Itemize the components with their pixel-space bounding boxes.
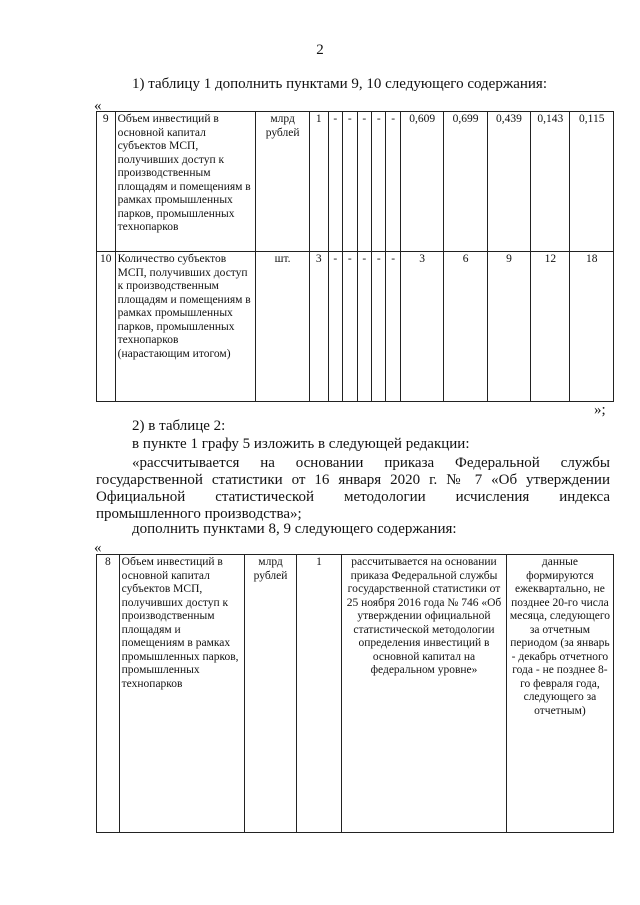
table-2-row-8 [97, 555, 614, 833]
data-timing: данные формируются ежеквартально, не позднее 20-го числа месяца, следующего за отчетным периодом (за январь - декабрь отчетного года - не позднее 8-го февраля года, следующего за отчетным) [506, 555, 613, 833]
unit: млрд рублей [256, 112, 310, 252]
row-number: 9 [97, 112, 116, 252]
item-2-quoted-text: «рассчитывается на основании приказа Федеральной службы государственной статистики от 16 января 2020 г. № 7 «Об утверждении Официальной статистической методологии исчисления индекса промышленного производства»; [96, 455, 610, 522]
value-cell: 0,143 [531, 112, 570, 252]
unit: шт. [256, 252, 310, 402]
page-number: 2 [316, 42, 324, 58]
value-cell: 0,699 [444, 112, 487, 252]
dash-cell: - [372, 252, 386, 402]
unit: млрд рублей [245, 555, 296, 833]
value-cell: 12 [531, 252, 570, 402]
dash-cell: - [386, 112, 400, 252]
value-cell: 0,439 [487, 112, 530, 252]
dash-cell: - [357, 252, 371, 402]
open-quote-1: « [94, 98, 102, 114]
row-number: 8 [97, 555, 120, 833]
item-2-instruction-2: дополнить пунктами 8, 9 следующего содержания: [132, 521, 457, 537]
table-1 [96, 111, 614, 402]
value-cell: 18 [570, 252, 614, 402]
value-cell: 0,115 [570, 112, 614, 252]
dash-cell: - [386, 252, 400, 402]
dash-cell: - [343, 112, 357, 252]
dash-cell: - [372, 112, 386, 252]
value-cell: 0,609 [400, 112, 443, 252]
value-cell: 6 [444, 252, 487, 402]
table-1-row-9 [97, 112, 614, 252]
table-1-row-10 [97, 252, 614, 402]
dash-cell: - [357, 112, 371, 252]
item-2-instruction-1: в пункте 1 графу 5 изложить в следующей редакции: [132, 436, 470, 452]
value-cell: 3 [400, 252, 443, 402]
table-2 [96, 554, 614, 833]
base-cell: 3 [309, 252, 328, 402]
open-quote-2: « [94, 540, 102, 556]
dash-cell: - [343, 252, 357, 402]
indicator-name: Количество субъектов МСП, получивших доступ к производственным площадям и помещениям в рамках промышленных парков, промышленных технопарков (нарастающим итогом) [115, 252, 256, 402]
value-cell: 9 [487, 252, 530, 402]
base-cell: 1 [296, 555, 341, 833]
close-quote-1: »; [594, 402, 606, 418]
item-1-text: 1) таблицу 1 дополнить пунктами 9, 10 следующего содержания: [132, 76, 547, 92]
row-number: 10 [97, 252, 116, 402]
method-description: рассчитывается на основании приказа Федеральной службы государственной статистики от 25 ноября 2016 года № 746 «Об утверждении официальной статистической методологии определения инвестиций в основной капитал на федеральном уровне» [342, 555, 507, 833]
base-cell: 1 [309, 112, 328, 252]
indicator-name: Объем инвестиций в основной капитал субъектов МСП, получивших доступ к производственным площадям и помещениям в рамках промышленных парков, промышленных технопарков [119, 555, 245, 833]
dash-cell: - [328, 252, 342, 402]
item-2-text: 2) в таблице 2: [132, 418, 226, 434]
dash-cell: - [328, 112, 342, 252]
indicator-name: Объем инвестиций в основной капитал субъектов МСП, получивших доступ к производственным площадям и помещениям в рамках промышленных парков, промышленных технопарков [115, 112, 256, 252]
